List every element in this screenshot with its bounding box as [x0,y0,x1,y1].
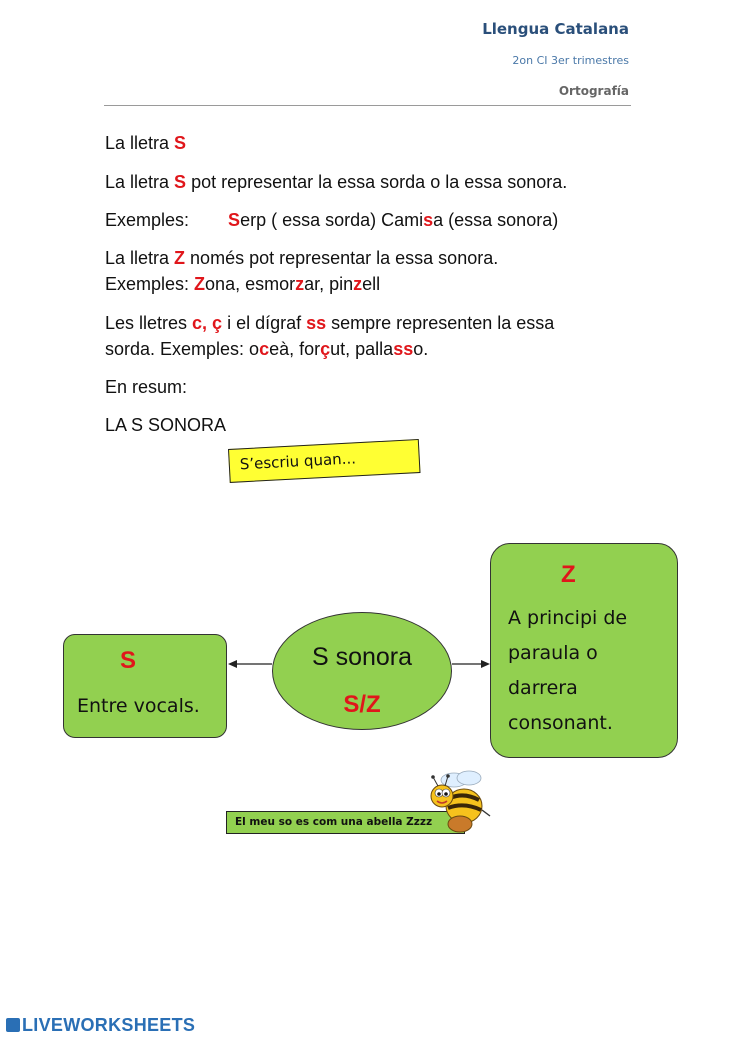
answer-prompt-box[interactable]: S’escriu quan... [228,439,421,483]
text: eà, for [269,339,321,359]
header-subtitle: 2on CI 3er trimestres [512,54,629,67]
text: ona, esmor [205,274,296,294]
highlight: S [174,133,187,153]
text: ell [362,274,381,294]
highlight: ss [306,313,327,333]
z-rule-line-2: paraula o [508,642,598,664]
highlight: s [423,210,434,230]
highlight: z [353,274,363,294]
text: La lletra [105,248,175,268]
z-rule-line-1: A principi de [508,607,628,629]
text: a (essa sonora) [433,210,559,230]
z-rule-line-4: consonant. [508,712,613,734]
highlight: ss [393,339,414,359]
brand-logo-icon [6,1018,20,1032]
highlight: Z [174,248,186,268]
text: només pot representar la essa sonora. [185,248,499,268]
text: pot representar la essa sorda o la essa sonora. [186,172,568,192]
brand-name: LIVEWORKSHEETS [22,1015,196,1035]
highlight: z [295,274,305,294]
z-letter: Z [561,561,576,588]
text: Exemples: [105,210,190,230]
text: Les lletres [105,313,193,333]
text: La lletra [105,133,175,153]
footer-brand [6,1015,195,1036]
text: Exemples: [105,274,195,294]
s-letter: S [120,647,137,674]
center-subtitle: S/Z [343,691,381,718]
header-section: Ortografía [558,84,629,98]
z-rule-line-3: darrera [508,677,578,699]
text: ar, pin [304,274,354,294]
highlight: c [259,339,270,359]
right-arrow [452,660,490,668]
text: erp ( essa sorda) Cami [240,210,424,230]
header-title: Llengua Catalana [482,20,629,38]
highlight: ç [320,339,331,359]
highlight: S [174,172,187,192]
center-title: S sonora [311,643,413,671]
s-rule-text: Entre vocals. [77,695,200,717]
text-line-8: En resum: [105,377,188,397]
text: sempre representen la essa [326,313,555,333]
highlight: Z [194,274,206,294]
text-line-9: LA S SONORA [105,415,227,435]
text: ut, palla [330,339,394,359]
highlight: S [228,210,241,230]
text: La lletra [105,172,175,192]
text: o. [413,339,429,359]
highlight: c, ç [192,313,223,333]
text: i el dígraf [222,313,307,333]
bee-icon [424,766,496,836]
left-arrow [228,660,272,668]
bee-caption: El meu so es com una abella Zzzz [226,811,465,834]
text: sorda. Exemples: o [105,339,260,359]
